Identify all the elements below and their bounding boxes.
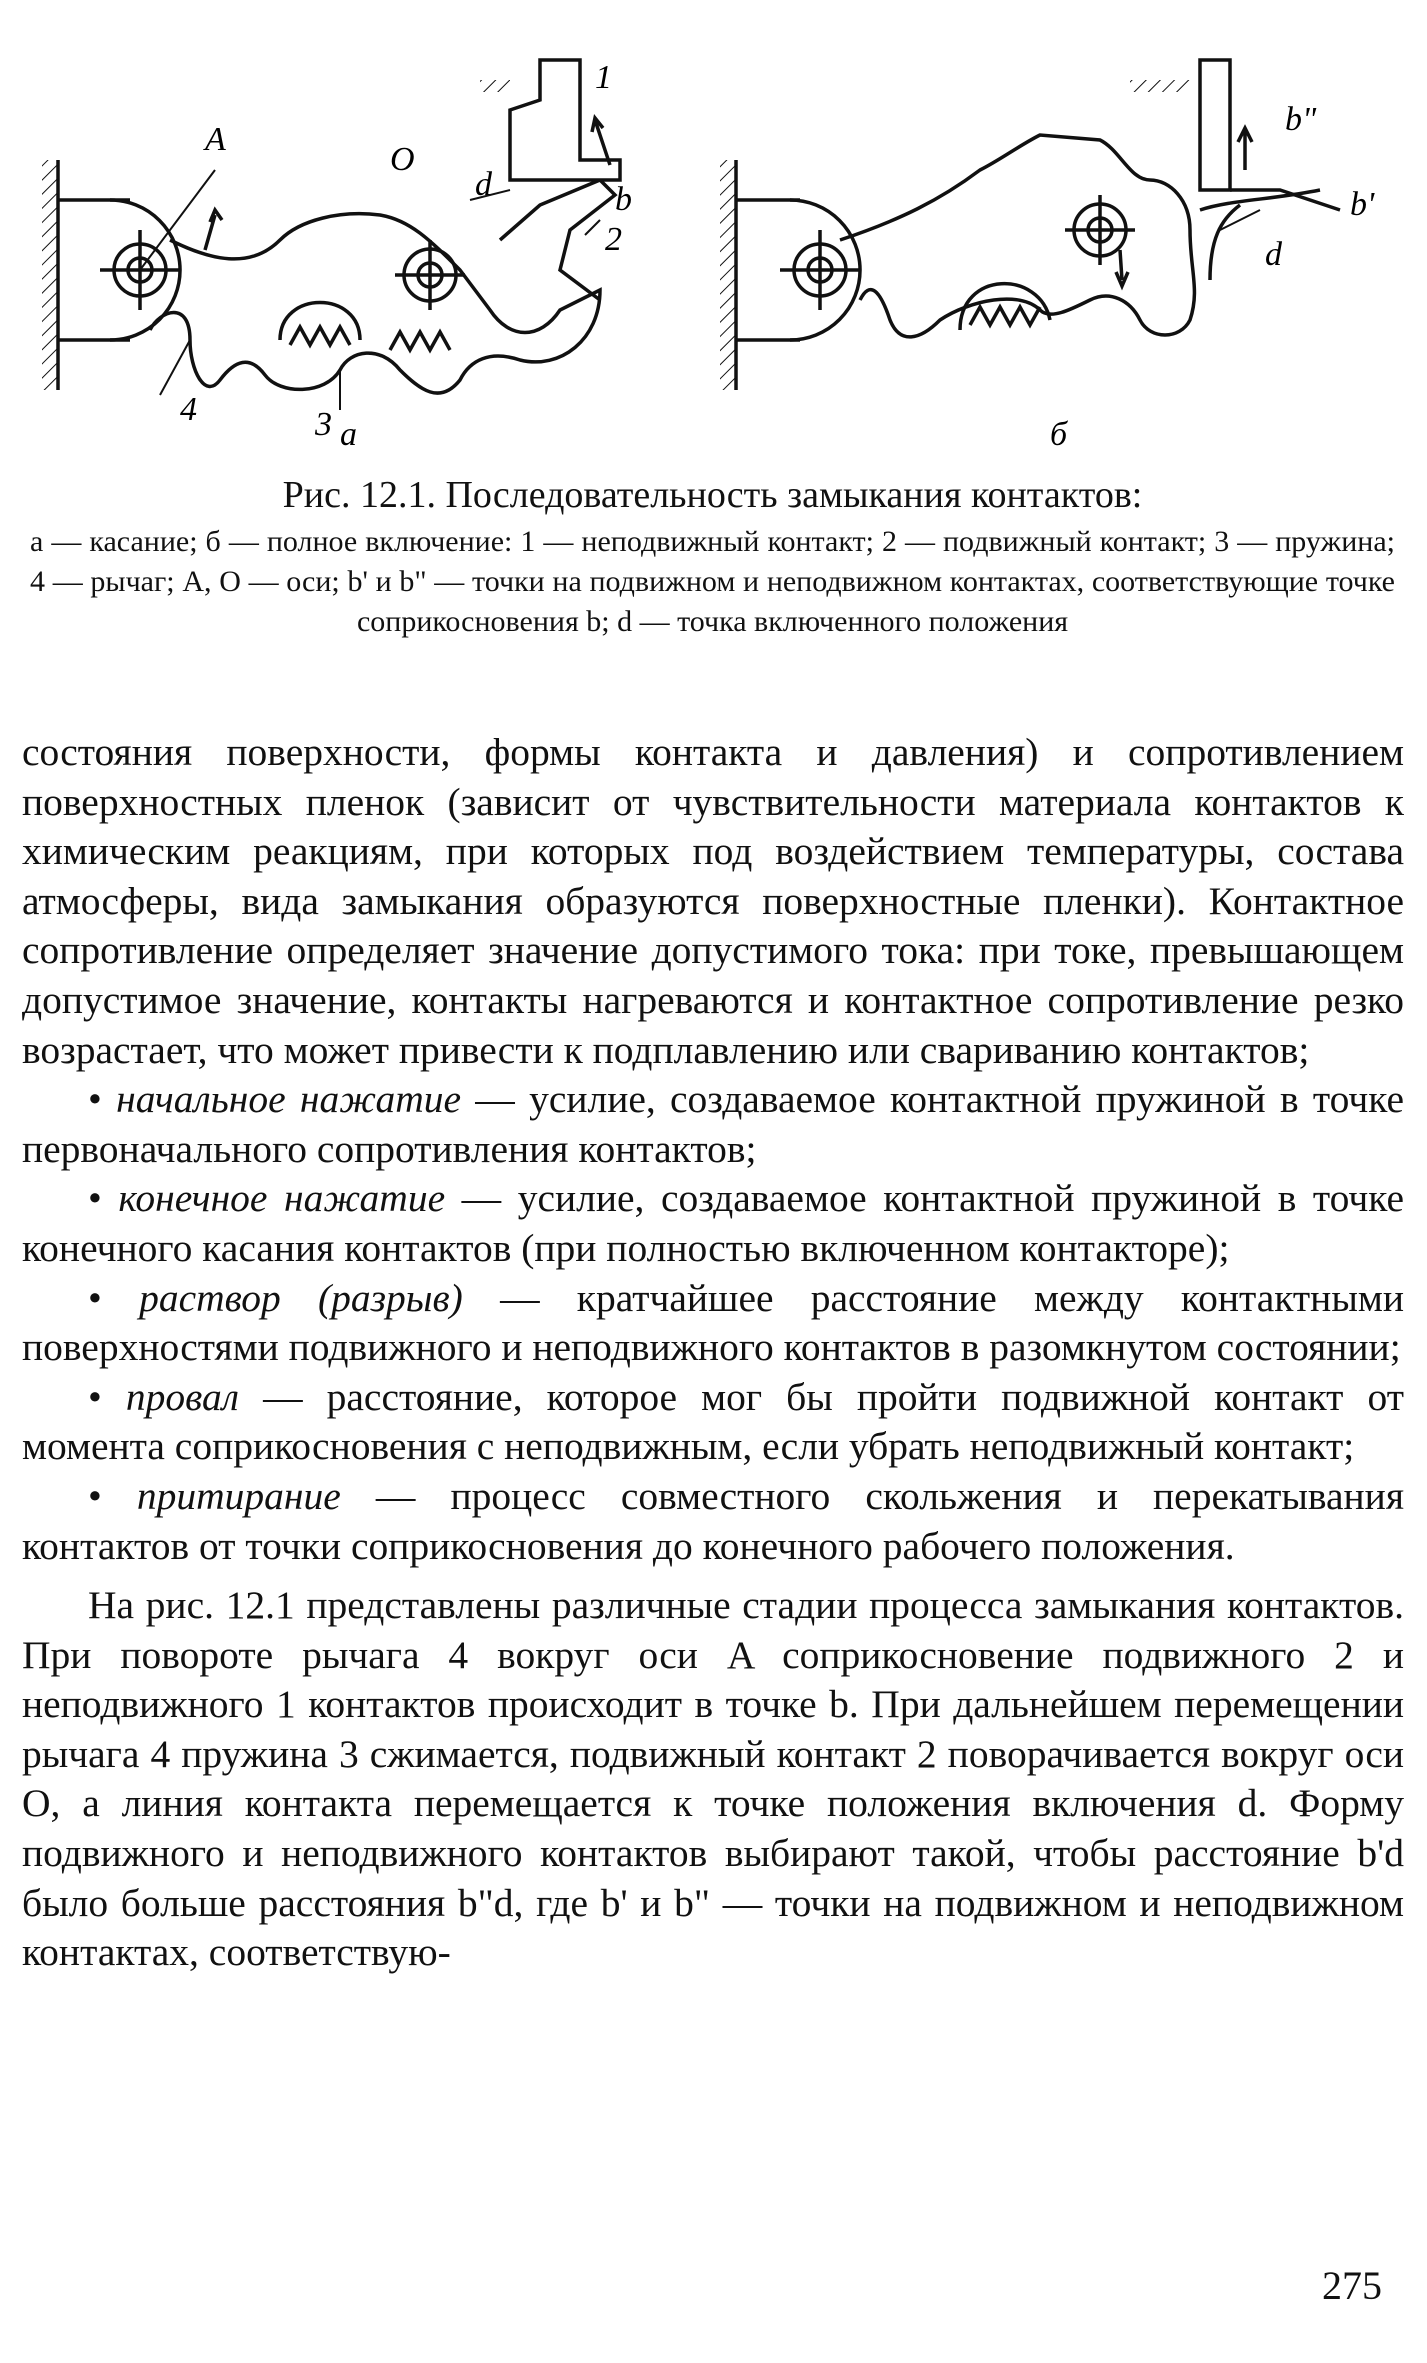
bullet-final-pressure: • конечное нажатие — усилие, создаваемое контактной пружиной в точке конечного касания контактов (при полностью включенном контакторе); [22,1176,1404,1270]
bullet-initial-pressure: • начальное нажатие — усилие, создаваемое контактной пружиной в точке первоначального сопротивления контактов; [22,1077,1404,1171]
label-point-d-a: d [475,166,492,203]
def-final-pressure: — усилие, создаваемое контактной пружиной в точке конечного касания контактов (при полностью включенном контакторе); [22,1176,1404,1270]
label-axis-A: A [205,121,226,158]
page-number: 275 [1322,2263,1382,2308]
label-point-d-b: d [1265,236,1282,273]
term-final-pressure: конечное нажатие [118,1176,446,1221]
label-movable-contact-2: 2 [605,221,622,258]
panel-a-label: а [340,416,357,453]
label-spring-3: 3 [315,406,332,443]
panel-b-drawing [720,60,1340,390]
bullet-wiping: • притирание — процесс совместного скольжения и перекатывания контактов от точки соприкосновения до конечного рабочего положения. [22,1473,1404,1568]
label-lever-4: 4 [180,391,197,428]
def-gap: — кратчайшее расстояние между контактными поверхностями подвижного и неподвижного контактов в разомкнутом состоянии; [22,1275,1404,1370]
panel-a-drawing [42,60,620,410]
bullet-overtravel: • провал — расстояние, которое мог бы пройти подвижной контакт от момента соприкосновения с неподвижным, если убрать неподвижный контакт; [22,1374,1404,1469]
body-text [22,728,1404,1978]
caption-legend: а — касание; б — полное включение: 1 — неподвижный контакт; 2 — подвижный контакт; 3 — пружина; 4 — рычаг; A, O — оси; b' и b" — точки на подвижном и неподвижном контактах, соответствующие точке соприкосновения b; d — точка включенного положения [30,525,1395,638]
label-fixed-contact-1: 1 [595,59,612,96]
label-point-b-double-prime: b" [1285,101,1317,138]
paragraph-continued: состояния поверхности, формы контакта и давления) и сопротивлением поверхностных пленок (зависит от чувствительности материала контактов к химическим реакциям, при которых под воздействием температуры, состава атмосферы, вида замыкания образуются поверхностные пленки). Контактное сопротивление определяет значение допустимого тока: при токе, превышающем допустимое значение, контакты нагреваются и контактное сопротивление резко возрастает, что может привести к подплавлению или свариванию контактов; [22,730,1404,1072]
contact-closing-figure [40,40,1390,460]
label-point-b-prime: b' [1350,186,1375,223]
term-wiping: притирание [136,1473,341,1518]
panel-b-label: б [1050,416,1068,453]
caption-title: Рис. 12.1. Последовательность замыкания контактов: [282,474,1143,516]
def-overtravel: — расстояние, которое мог бы пройти подвижной контакт от момента соприкосновения с неподвижным, если убрать неподвижный контакт; [22,1374,1404,1469]
label-axis-O: O [390,141,415,178]
bullet-gap: • раствор (разрыв) — кратчайшее расстояние между контактными поверхностями подвижного и неподвижного контактов в разомкнутом состоянии; [22,1275,1404,1370]
figure-caption [30,472,1395,642]
paragraph-figure-description: На рис. 12.1 представлены различные стадии процесса замыкания контактов. При повороте рычага 4 вокруг оси A соприкосновение подвижного 2 и неподвижного 1 контактов происходит в точке b. При дальнейшем перемещении рычага 4 пружина 3 сжимается, подвижный контакт 2 поворачивается вокруг оси O, а линия контакта перемещается к точке положения включения d. Форму подвижного и неподвижного контактов выбирают такой, чтобы расстояние b'd было больше расстояния b"d, где b' и b" — точки на подвижном и неподвижном контактах, соответствую- [22,1583,1404,1975]
term-overtravel: провал [125,1374,240,1419]
def-wiping: — процесс совместного скольжения и перекатывания контактов от точки соприкосновения до конечного рабочего положения. [22,1473,1404,1568]
term-gap: раствор (разрыв) [139,1275,463,1320]
def-initial-pressure: — усилие, создаваемое контактной пружиной в точке первоначального сопротивления контактов; [22,1077,1404,1171]
label-point-b: b [615,181,632,218]
term-initial-pressure: начальное нажатие [116,1077,462,1122]
